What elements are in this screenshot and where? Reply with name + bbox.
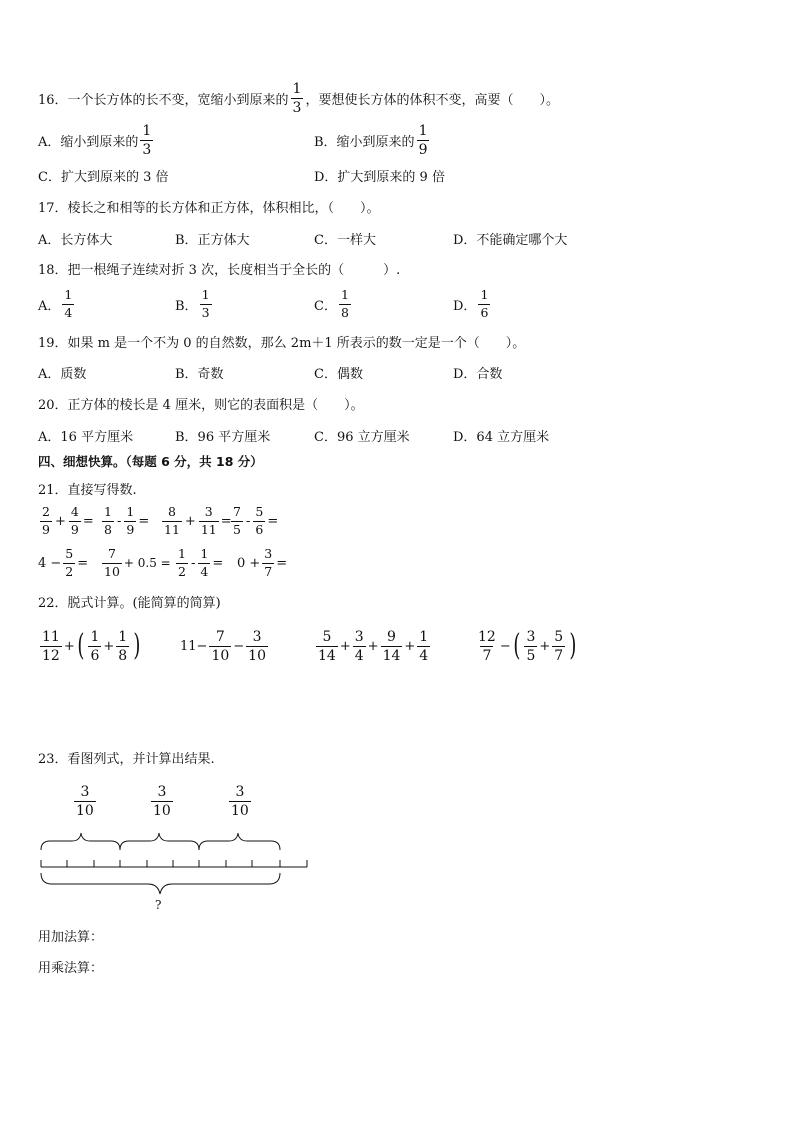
q17-option-c[interactable]: C．一样大	[314, 232, 376, 248]
segment-label-3: $\frac{3}{10}$	[231, 784, 249, 819]
q17-option-a[interactable]: A．长方体大	[38, 232, 113, 248]
q16-option-b[interactable]: B．缩小到原来的 $\frac{1}{9}$	[314, 122, 428, 158]
top-brace-1	[41, 833, 120, 850]
question-23: 23．看图列式，并计算出结果.	[38, 751, 215, 767]
q22-expr-4: $\frac{12}{7}$ − ( $\frac{3}{5}$ + $\frac{5}{7}$ )	[478, 628, 577, 664]
q21-expr-2: $\frac{1}{8}$ - $\frac{1}{9}$ =	[104, 504, 150, 537]
q17-option-d[interactable]: D．不能确定哪个大	[453, 232, 568, 248]
q19-option-b[interactable]: B．奇数	[175, 366, 224, 382]
segment-label-1: $\frac{3}{10}$	[76, 784, 94, 819]
q21-expr-5: 4 − $\frac{5}{2}$ =	[38, 546, 89, 579]
q18-option-c[interactable]: C． $\frac{1}{8}$	[314, 287, 349, 320]
question-16	[38, 80, 559, 116]
q21-expr-1: $\frac{2}{9}$ + $\frac{4}{9}$ =	[42, 504, 94, 537]
q17-option-b[interactable]: B．正方体大	[175, 232, 250, 248]
q22-expr-2: 11− $\frac{7}{10}$ − $\frac{3}{10}$	[180, 628, 266, 664]
q16-text-a: 16．一个长方体的长不变，宽缩小到原来的	[38, 92, 289, 108]
q21-expr-8: 0 + $\frac{3}{7}$ =	[237, 546, 288, 579]
bottom-brace	[41, 873, 280, 894]
q21-expr-4: $\frac{7}{5}$ - $\frac{5}{6}$ =	[233, 504, 279, 537]
q22-expr-3: $\frac{5}{14}$ + $\frac{3}{4}$ + $\frac{9}{14}$ + $\frac{1}{4}$	[318, 628, 429, 664]
q18-option-b[interactable]: B． $\frac{1}{3}$	[175, 287, 210, 320]
q21-expr-3: $\frac{8}{11}$ + $\frac{3}{11}$ =	[164, 504, 232, 537]
segment-label-2: $\frac{3}{10}$	[153, 784, 171, 819]
question-19: 19．如果 m 是一个不为 0 的自然数，那么 2m＋1 所表示的数一定是一个（ ）。	[38, 335, 526, 351]
q22-expr-1: $\frac{11}{12}$ + ( $\frac{1}{6}$ + $\frac{1}{8}$ )	[42, 628, 141, 664]
q21-expr-7: $\frac{1}{2}$ - $\frac{1}{4}$ =	[178, 546, 224, 579]
q18-option-a[interactable]: A． $\frac{1}{4}$	[38, 287, 73, 320]
q19-option-c[interactable]: C．偶数	[314, 366, 363, 382]
q16-fraction: $\frac{1}{3}$	[292, 80, 302, 116]
q18-option-d[interactable]: D． $\frac{1}{6}$	[453, 287, 489, 320]
q20-option-b[interactable]: B．96 平方厘米	[175, 429, 271, 445]
q16-option-c[interactable]: C．扩大到原来的 3 倍	[38, 169, 169, 185]
section-heading: 四、细想快算。（每题 6 分，共 18 分）	[38, 454, 263, 469]
number-line-diagram	[0, 820, 340, 900]
q20-option-c[interactable]: C．96 立方厘米	[314, 429, 410, 445]
multiplication-label: 用乘法算：	[38, 960, 104, 976]
top-brace-2	[120, 833, 199, 850]
question-17: 17．棱长之和相等的长方体和正方体，体积相比，（ ）。	[38, 200, 380, 216]
question-21: 21．直接写得数.	[38, 482, 137, 498]
question-18: 18．把一根绳子连续对折 3 次，长度相当于全长的（ ）.	[38, 262, 401, 278]
q19-option-d[interactable]: D．合数	[453, 366, 503, 382]
q21-expr-6: $\frac{7}{10}$ + 0.5 =	[104, 546, 171, 579]
addition-label: 用加法算：	[38, 929, 104, 945]
q20-option-a[interactable]: A．16 平方厘米	[38, 429, 134, 445]
q20-option-d[interactable]: D．64 立方厘米	[453, 429, 550, 445]
question-20: 20．正方体的棱长是 4 厘米，则它的表面积是（ ）。	[38, 397, 364, 413]
q16-text-b: ，要想使长方体的体积不变，高要（ ）。	[305, 92, 559, 108]
question-mark: ?	[155, 898, 162, 912]
q16-option-d[interactable]: D．扩大到原来的 9 倍	[314, 169, 445, 185]
q16-option-a[interactable]: A．缩小到原来的 $\frac{1}{3}$	[38, 122, 152, 158]
q19-option-a[interactable]: A．质数	[38, 366, 87, 382]
top-brace-3	[199, 833, 280, 850]
question-22: 22．脱式计算。(能简算的简算)	[38, 595, 221, 611]
